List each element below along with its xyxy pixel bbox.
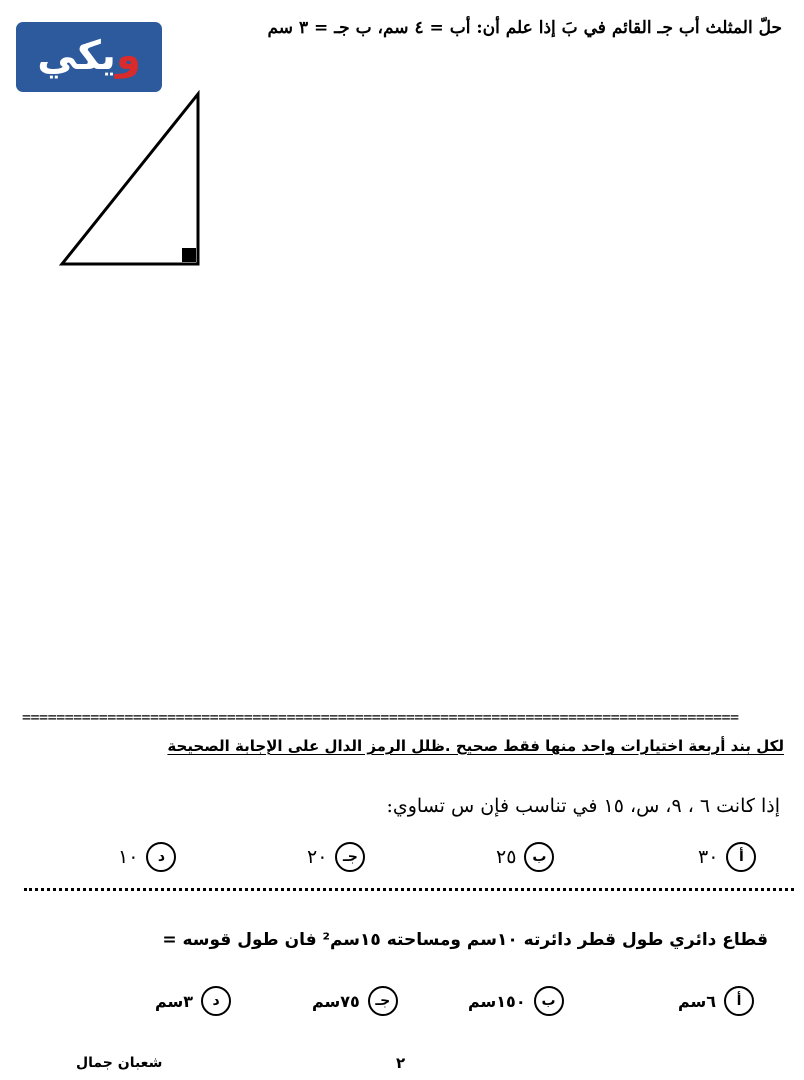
instructions: لكل بند أربعة اختيارات واحد منها فقط صحيح .ظلل الرمز الدال على الإجابة الصحيحة	[167, 737, 784, 755]
q2-choice-b[interactable]	[496, 842, 554, 872]
logo-text: يكي	[37, 33, 116, 79]
q2-choice-c[interactable]	[307, 842, 365, 872]
q2-choice-b-value: ٢٥	[496, 846, 517, 868]
q3-choice-d-circle[interactable]: د	[201, 986, 231, 1016]
q3-choice-d[interactable]	[155, 986, 231, 1016]
q3-choice-a-value: ٦سم	[678, 991, 717, 1011]
q3-choice-a-circle[interactable]: أ	[724, 986, 754, 1016]
section-divider: ====================================================================================	[22, 708, 739, 726]
question-3-text: قطاع دائري طول قطر دائرته ١٠سم ومساحته ١٥سم² فان طول قوسه =	[162, 930, 768, 950]
page-number: ٢	[396, 1054, 406, 1072]
q3-choice-b-value: ١٥٠سم	[468, 991, 526, 1011]
q2-choice-d[interactable]	[118, 842, 176, 872]
right-angle-marker	[182, 248, 196, 262]
q3-choice-a[interactable]	[678, 986, 754, 1016]
q2-choice-c-circle[interactable]: جـ	[335, 842, 365, 872]
triangle-shape	[62, 94, 198, 264]
q3-choice-b[interactable]	[468, 986, 564, 1016]
q3-choice-c-value: ٧٥سم	[312, 991, 360, 1011]
q3-choice-d-value: ٣سم	[155, 991, 194, 1011]
q2-choice-c-value: ٢٠	[307, 846, 328, 868]
question-1-text: حلّ المثلث أب جـ القائم في بَ إذا علم أن: أب = ٤ سم، ب جـ = ٣ سم	[267, 18, 782, 38]
q2-choice-a[interactable]	[698, 842, 756, 872]
q3-choice-b-circle[interactable]: ب	[534, 986, 564, 1016]
q2-choice-a-circle[interactable]: أ	[726, 842, 756, 872]
wiki-logo	[16, 22, 162, 92]
logo-accent-letter: و	[115, 33, 141, 79]
footer-author: شعبان جمال	[76, 1055, 163, 1071]
q2-choice-d-circle[interactable]: د	[146, 842, 176, 872]
q3-choice-c-circle[interactable]: جـ	[368, 986, 398, 1016]
question-2-text: إذا كانت ٦ ، ٩، س، ١٥ في تناسب فإن س تساوي:	[386, 795, 780, 817]
q2-choice-d-value: ١٠	[118, 846, 139, 868]
q2-choice-a-value: ٣٠	[698, 846, 719, 868]
q2-choice-b-circle[interactable]: ب	[524, 842, 554, 872]
right-triangle-diagram	[55, 88, 210, 273]
q3-choice-c[interactable]	[312, 986, 398, 1016]
dotted-divider	[24, 888, 794, 891]
